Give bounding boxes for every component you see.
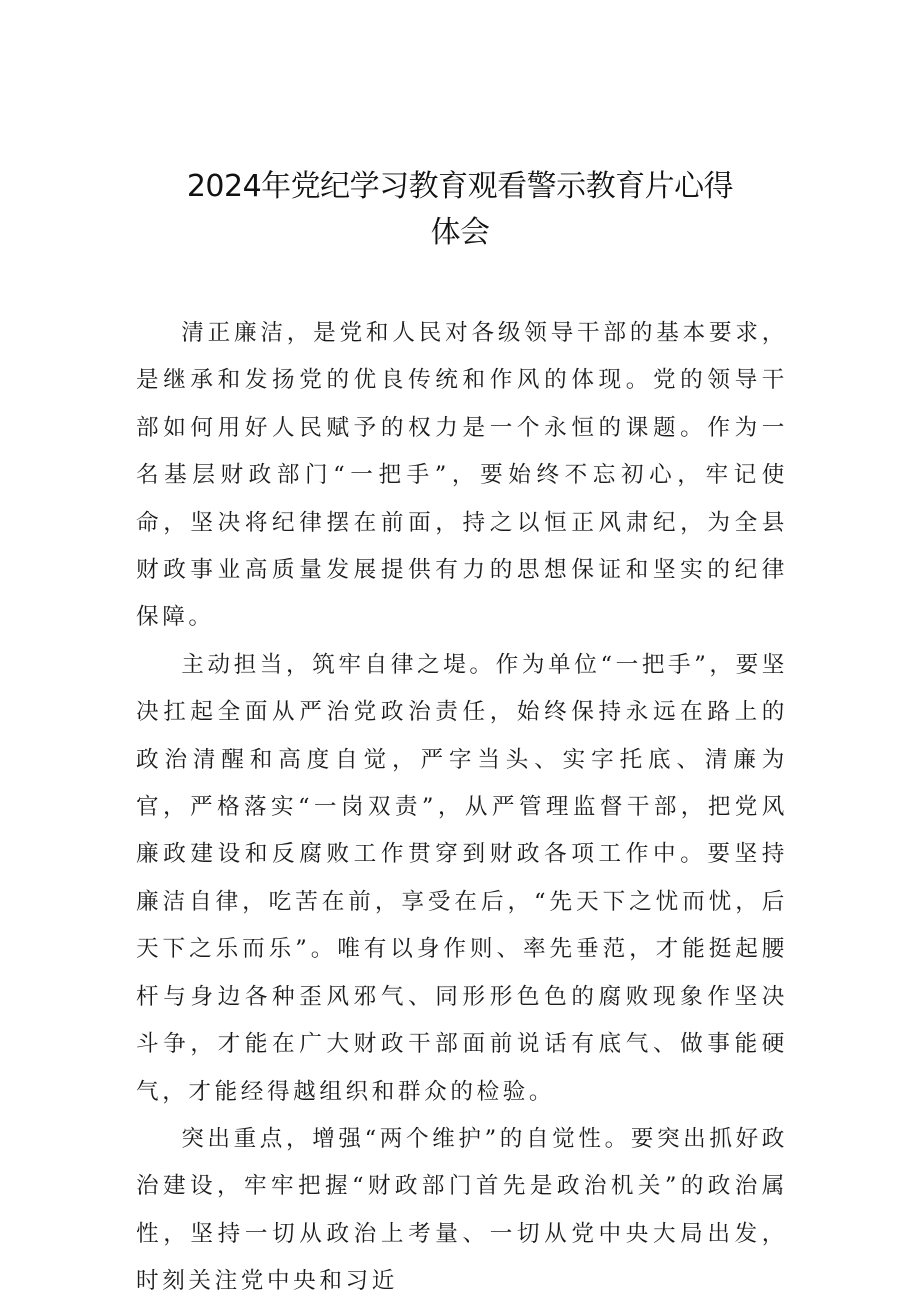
document-body — [136, 310, 788, 1306]
document-title — [120, 164, 800, 256]
paragraph-1: 清正廉洁，是党和人民对各级领导干部的基本要求，是继承和发扬党的优良传统和作风的体现。党的领导干部如何用好人民赋予的权力是一个永恒的课题。作为一名基层财政部门“一把手”，要始终不忘初心，牢记使命，坚决将纪律摆在前面，持之以恒正风肃纪，为全县财政事业高质量发展提供有力的思想保证和坚实的纪律保障。 — [136, 320, 788, 631]
title-line-1: 2024年党纪学习教育观看警示教育片心得 — [186, 169, 734, 204]
paragraph-3: 突出重点，增强“两个维护”的自觉性。要突出抓好政治建设，牢牢把握“财政部门首先是政治机关”的政治属性，坚持一切从政治上考量、一切从党中央大局出发，时刻关注党中央和习近 — [136, 1125, 788, 1295]
paragraph-2: 主动担当，筑牢自律之堤。作为单位“一把手”，要坚决扛起全面从严治党政治责任，始终保持永远在路上的政治清醒和高度自觉，严字当头、实字托底、清廉为官，严格落实“一岗双责”，从严管理监督干部，把党风廉政建设和反腐败工作贯穿到财政各项工作中。要坚持廉洁自律，吃苦在前，享受在后，“先天下之忧而忧，后天下之乐而乐”。唯有以身作则、率先垂范，才能挺起腰杆与身边各种歪风邪气、同形形色色的腐败现象作坚决斗争，才能在广大财政干部面前说话有底气、做事能硬气，才能经得越组织和群众的检验。 — [136, 651, 788, 1105]
title-line-2: 体会 — [430, 215, 490, 250]
